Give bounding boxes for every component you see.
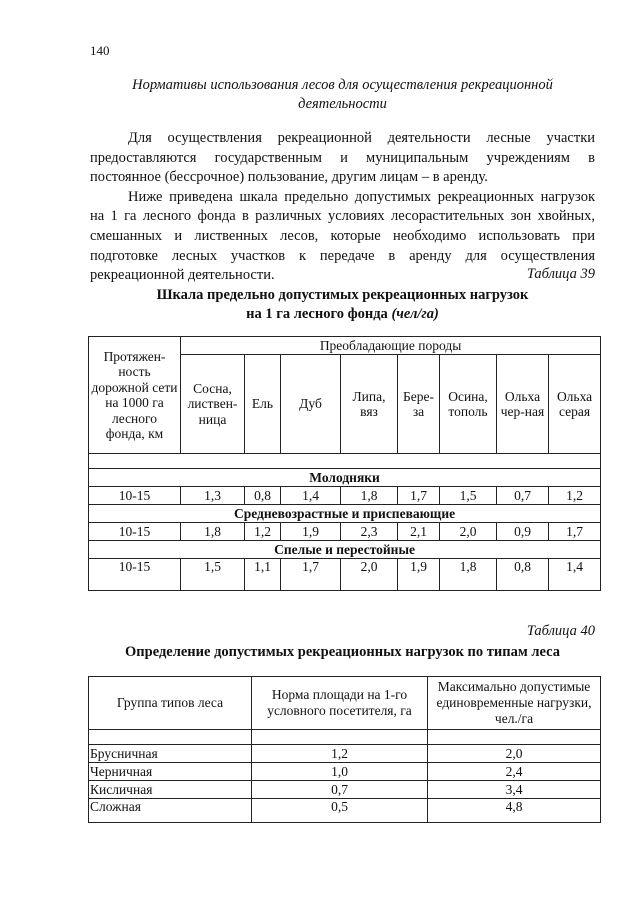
table-row bbox=[89, 487, 601, 505]
table-row bbox=[89, 781, 601, 799]
value-cell: 2,1 bbox=[398, 523, 440, 541]
value-cell: 1,8 bbox=[341, 487, 398, 505]
group-name: Молодняки bbox=[89, 469, 601, 487]
species-group-header: Преобладающие породы bbox=[181, 337, 601, 355]
area-cell: 1,2 bbox=[252, 745, 428, 763]
table-39-title-text: на 1 га лесного фонда bbox=[246, 306, 388, 322]
species-header: Ель bbox=[245, 355, 281, 454]
value-cell: 0,8 bbox=[245, 487, 281, 505]
table-row bbox=[89, 523, 601, 541]
load-cell: 2,4 bbox=[428, 763, 601, 781]
value-cell: 2,0 bbox=[440, 523, 497, 541]
table-row bbox=[89, 763, 601, 781]
load-cell: 4,8 bbox=[428, 799, 601, 823]
blank-cell bbox=[89, 730, 252, 745]
table-39-title-line2 bbox=[90, 305, 595, 324]
table-row bbox=[89, 799, 601, 823]
max-load-header: Максимально допустимые единовременные нагрузки, чел./га bbox=[428, 677, 601, 730]
area-cell: 1,0 bbox=[252, 763, 428, 781]
group-name: Средневозрастные и приспевающие bbox=[89, 505, 601, 523]
table-39-title-line1: Шкала предельно допустимых рекреационных нагрузок bbox=[156, 287, 529, 303]
length-cell: 10-15 bbox=[89, 523, 181, 541]
value-cell: 1,7 bbox=[281, 559, 341, 591]
forest-type-cell: Брусничная bbox=[89, 745, 252, 763]
table-40-label: Таблица 40 bbox=[526, 623, 595, 639]
forest-type-header: Группа типов леса bbox=[89, 677, 252, 730]
value-cell: 1,5 bbox=[440, 487, 497, 505]
value-cell: 1,8 bbox=[181, 523, 245, 541]
area-norm-header: Норма площади на 1-го условного посетителя, га bbox=[252, 677, 428, 730]
forest-type-cell: Черничная bbox=[89, 763, 252, 781]
table-40-title: Определение допустимых рекреационных нагрузок по типам леса bbox=[125, 644, 560, 660]
value-cell: 1,2 bbox=[549, 487, 601, 505]
load-cell: 2,0 bbox=[428, 745, 601, 763]
forest-type-cell: Кисличная bbox=[89, 781, 252, 799]
value-cell: 1,9 bbox=[398, 559, 440, 591]
table-row bbox=[89, 745, 601, 763]
table-39-title-unit: (чел/га) bbox=[391, 306, 439, 322]
area-cell: 0,5 bbox=[252, 799, 428, 823]
table-row bbox=[89, 559, 601, 591]
value-cell: 1,1 bbox=[245, 559, 281, 591]
page-number: 140 bbox=[90, 43, 110, 58]
forest-type-cell: Сложная bbox=[89, 799, 252, 823]
value-cell: 1,9 bbox=[281, 523, 341, 541]
paragraph-2: Ниже приведена шкала предельно допустимых рекреационных нагрузок на 1 га лесного фонда в различных условиях лесорастительных зон хвойных, смешанных и лиственных лесов, которые необходимо использовать при подготовке лесных участков к передаче в аренду для осуществления рекреационной деятельности. bbox=[90, 188, 595, 284]
value-cell: 1,8 bbox=[440, 559, 497, 591]
value-cell: 1,4 bbox=[549, 559, 601, 591]
value-cell: 1,5 bbox=[181, 559, 245, 591]
value-cell: 0,8 bbox=[497, 559, 549, 591]
species-header: Ольха чер-ная bbox=[497, 355, 549, 454]
species-header: Осина, тополь bbox=[440, 355, 497, 454]
blank-cell bbox=[428, 730, 601, 745]
species-header: Липа, вяз bbox=[341, 355, 398, 454]
value-cell: 1,3 bbox=[181, 487, 245, 505]
intro-text bbox=[90, 129, 595, 286]
value-cell: 2,0 bbox=[341, 559, 398, 591]
paragraph-1: Для осуществления рекреационной деятельности лесные участки предоставляются государственным и муниципальным учреждениям в постоянное (бессрочное) пользование, другим лицам – в аренду. bbox=[90, 130, 595, 186]
value-cell: 1,4 bbox=[281, 487, 341, 505]
species-header: Ольха серая bbox=[549, 355, 601, 454]
blank-cell bbox=[252, 730, 428, 745]
table-39-label: Таблица 39 bbox=[526, 266, 595, 282]
blank-row bbox=[89, 454, 601, 469]
length-cell: 10-15 bbox=[89, 487, 181, 505]
value-cell: 1,7 bbox=[549, 523, 601, 541]
length-cell: 10-15 bbox=[89, 559, 181, 591]
species-header: Сосна, листвен-ница bbox=[181, 355, 245, 454]
species-header: Бере-за bbox=[398, 355, 440, 454]
value-cell: 1,2 bbox=[245, 523, 281, 541]
value-cell: 0,7 bbox=[497, 487, 549, 505]
table-40 bbox=[88, 676, 601, 823]
length-header: Протяжен-ность дорожной сети на 1000 га лесного фонда, км bbox=[89, 337, 181, 454]
table-39 bbox=[88, 336, 601, 591]
area-cell: 0,7 bbox=[252, 781, 428, 799]
value-cell: 1,7 bbox=[398, 487, 440, 505]
value-cell: 2,3 bbox=[341, 523, 398, 541]
load-cell: 3,4 bbox=[428, 781, 601, 799]
section-title: Нормативы использования лесов для осуществления рекреационной деятельности bbox=[132, 77, 553, 112]
species-header: Дуб bbox=[281, 355, 341, 454]
group-name: Спелые и перестойные bbox=[89, 541, 601, 559]
table-39-title bbox=[90, 286, 595, 324]
value-cell: 0,9 bbox=[497, 523, 549, 541]
